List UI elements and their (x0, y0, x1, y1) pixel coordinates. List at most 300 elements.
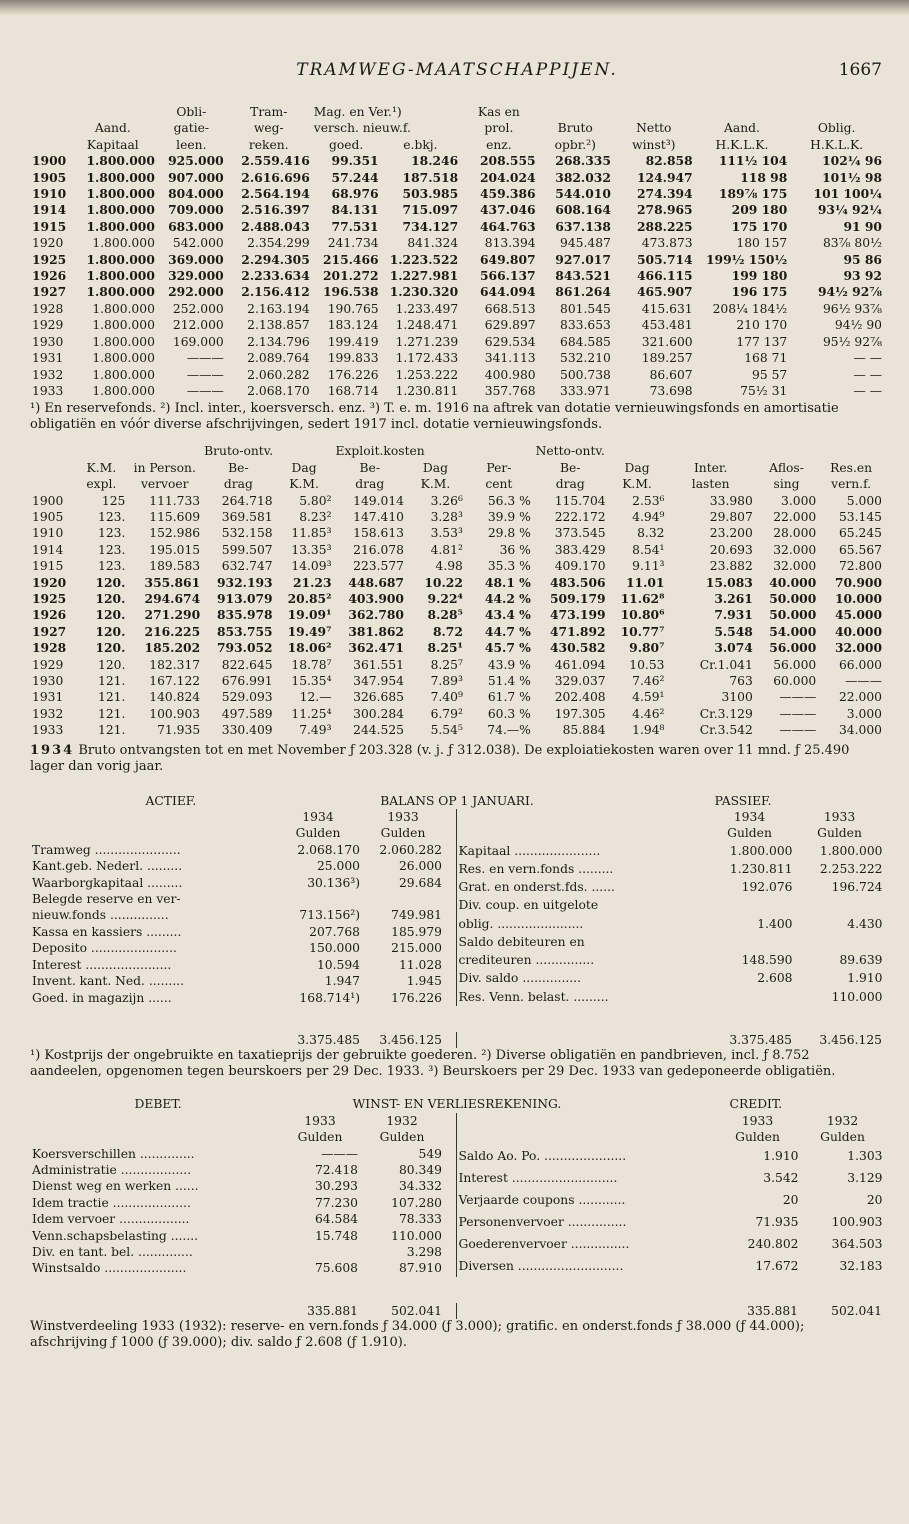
table-cell: 66.000 (838, 657, 882, 672)
table-cell: 1.800.000 (92, 367, 155, 382)
column-header (538, 104, 613, 120)
ledger-value: 110.000 (831, 989, 883, 1004)
ledger-value: 713.156²) (299, 908, 360, 923)
table-cell: 861.264 (555, 284, 611, 300)
ledger-row (457, 878, 885, 896)
table-cell: 199.419 (327, 334, 379, 349)
row-year: 1900 (32, 493, 64, 508)
column-header: Res.en (830, 460, 873, 475)
table-cell: 7.89³ (430, 674, 463, 688)
column-divider (444, 1211, 456, 1227)
table-cell: 29.8 % (487, 526, 531, 541)
ledger-value: 32.183 (839, 1258, 883, 1273)
table-cell: 183.124 (327, 318, 379, 333)
table-cell: 3.261 (714, 590, 753, 606)
pl-footnote: Winstverdeeling 1933 (1932): reserve- en vern.fonds ƒ 34.000 (ƒ 3.000); gratific. en onderst.fonds ƒ 38.000 (ƒ 44.000); afschrijving ƒ 1000 (ƒ 39.000); div. saldo ƒ 2.608 (ƒ 1.910). (30, 1319, 805, 1351)
table-cell: 925.000 (168, 153, 224, 169)
ledger-value: 549 (418, 1146, 442, 1161)
table-cell: 644.094 (479, 284, 536, 300)
ledger-label: Interest ...................... (32, 957, 172, 972)
table-cell: 53.145 (838, 509, 882, 524)
table-cell: 373.545 (554, 526, 606, 541)
table-cell: 1.800.000 (86, 186, 155, 202)
ledger-label: Div. saldo ............... (458, 971, 581, 986)
column-header: vervoer (140, 477, 189, 492)
table-cell: 216.225 (144, 623, 201, 639)
table-row (30, 317, 884, 333)
table-cell: 120. (95, 574, 126, 590)
column-header: Aand. (723, 121, 760, 136)
ledger-label: Interest ........................... (458, 1171, 618, 1186)
ledger-value: 168.714¹) (299, 990, 360, 1005)
header-row (30, 443, 884, 459)
pl-total-1932-right: 502.041 (831, 1303, 882, 1318)
table-cell: 99.351 (331, 153, 379, 169)
table-cell: 180 157 (736, 236, 788, 251)
table-cell: 8.28⁵ (427, 607, 463, 623)
unit-col: Gulden (817, 826, 862, 841)
ledger-value: 77.230 (314, 1195, 358, 1210)
table-cell: 60.000 (773, 674, 817, 688)
column-divider (444, 1228, 456, 1244)
table-cell: 202.408 (554, 690, 606, 705)
table-cell: 793.052 (217, 640, 273, 656)
table-cell: 835.978 (217, 607, 273, 623)
ledger-row (30, 842, 456, 858)
column-divider (444, 842, 456, 858)
column-header: Aflos- (769, 460, 804, 475)
ledger-label: nieuw.fonds ............... (32, 908, 169, 923)
table-cell: 22.000 (773, 509, 817, 524)
pl-debit-title: DEBET. (134, 1097, 182, 1112)
table-cell: 2.134.796 (247, 334, 310, 349)
column-header: Mag. en Ver.¹) (313, 105, 402, 119)
table-cell: 123. (98, 542, 126, 557)
table-cell: 369.000 (168, 251, 224, 267)
table-cell: 503.985 (402, 186, 459, 202)
table-cell: 2.564.194 (241, 186, 310, 202)
table-cell: 204.024 (479, 169, 536, 185)
column-header: Obli- (176, 105, 207, 119)
year-col: 1933 (823, 810, 856, 825)
table-cell: 383.429 (554, 542, 606, 557)
table-cell: 1.223.522 (389, 251, 459, 267)
column-header (755, 443, 818, 459)
table-cell: 197.305 (554, 706, 606, 721)
table-row (30, 268, 884, 284)
table-cell: 18.78⁷ (291, 657, 332, 672)
column-header (695, 104, 790, 120)
table-cell: 7.931 (714, 607, 753, 623)
table-row (30, 607, 884, 623)
table-cell: — — (853, 383, 882, 398)
ledger-value (280, 1244, 360, 1260)
balance-title: BALANS OP 1 JANUARI. (380, 793, 534, 808)
balance-total-1934: 3.375.485 (297, 1032, 360, 1047)
table-cell: 45.7 % (484, 640, 531, 656)
column-header: gatie- (173, 121, 210, 136)
table-cell: 111.733 (149, 493, 201, 508)
column-header (789, 104, 884, 120)
ledger-value: 34.332 (398, 1179, 442, 1194)
table-cell: 453.481 (641, 318, 693, 333)
column-divider (444, 1178, 456, 1194)
table-row (30, 301, 884, 317)
column-header: prol. (484, 121, 514, 136)
table-cell: 95½ 92⅞ (822, 334, 882, 349)
header-row (30, 104, 884, 120)
table-cell: 483.506 (549, 574, 606, 590)
table-cell: 9.80⁷ (629, 640, 665, 656)
table-cell: 86.607 (649, 367, 693, 382)
table-cell: 532.210 (560, 351, 611, 366)
ledger-value: 107.280 (391, 1195, 442, 1210)
column-header: drag (555, 477, 585, 492)
table-cell: 43.9 % (487, 657, 531, 672)
table-cell: 415.631 (641, 301, 693, 316)
column-header: cent (485, 477, 513, 492)
ledger-row (457, 897, 885, 915)
table-cell: 3.000 (781, 493, 817, 508)
table-cell: 278.965 (637, 202, 693, 218)
table-cell: 23.200 (709, 526, 753, 541)
ledger-row (30, 891, 456, 907)
table-cell: 73.698 (649, 383, 693, 398)
ledger-value (705, 988, 795, 1006)
ledger-value: 87.910 (398, 1261, 442, 1276)
row-year: 1910 (32, 526, 64, 541)
table-cell: 2.559.416 (241, 153, 310, 169)
ledger-row (457, 1189, 885, 1211)
table-row (30, 575, 884, 591)
column-header (30, 104, 69, 120)
table-cell: 1.800.000 (92, 383, 155, 398)
ledger-label: Kassa en kassiers ......... (32, 924, 182, 939)
ledger-value: 78.333 (398, 1212, 442, 1227)
ledger-value (705, 897, 795, 915)
column-header: e.bkj. (403, 137, 438, 152)
row-year: 1930 (32, 334, 64, 349)
ledger-value: 1.945 (406, 974, 442, 989)
ledger-value: 64.584 (314, 1212, 358, 1227)
ledger-row (457, 842, 885, 860)
ledger-row (457, 860, 885, 878)
scan-top-edge (0, 0, 909, 16)
table-cell: 9.11³ (632, 559, 665, 574)
table-row (30, 689, 884, 705)
table-cell: 288.225 (637, 218, 693, 234)
table-cell: 2.060.282 (247, 367, 310, 382)
ledger-value: 80.349 (398, 1162, 442, 1177)
ledger-label: Saldo Ao. Po. ..................... (458, 1149, 627, 1164)
row-year: 1931 (32, 351, 64, 366)
table-cell: 361.551 (353, 657, 404, 672)
column-header: Exploit.kosten (335, 444, 425, 459)
pl-debit (30, 1113, 457, 1277)
ledger-row (30, 940, 456, 956)
column-header: Be- (359, 460, 380, 475)
column-header (127, 443, 202, 459)
table-cell: 264.718 (221, 493, 273, 508)
column-header: H.K.L.K. (715, 137, 769, 152)
table-cell: 11.62⁸ (620, 590, 665, 606)
ledger-label: Kapitaal ...................... (458, 843, 601, 858)
ledger-label: Belegde reserve en ver- (32, 892, 181, 907)
table-cell: 813.394 (484, 236, 536, 251)
table-cell: 85.884 (562, 723, 606, 738)
ledger-value: 1.910 (763, 1149, 799, 1164)
table-cell: 44.2 % (484, 590, 531, 606)
table-cell: 294.674 (144, 590, 201, 606)
table-cell: 190.765 (327, 301, 379, 316)
table-cell: 1.800.000 (92, 318, 155, 333)
table-cell: ——— (779, 723, 817, 738)
column-header (75, 443, 127, 459)
table-cell: Cr.3.542 (699, 723, 753, 738)
ledger-value: 192.076 (741, 880, 793, 895)
year-col: 1934 (733, 810, 766, 825)
table-cell: 5.80² (299, 493, 332, 508)
table-row (30, 334, 884, 350)
table-cell: 841.324 (407, 236, 459, 251)
row-year: 1905 (32, 509, 64, 524)
ledger-value: 207.768 (309, 924, 360, 939)
ledger-row (30, 924, 456, 940)
column-header: Oblig. (817, 121, 856, 136)
year-col: 1934 (302, 810, 334, 825)
table-cell: 274.394 (637, 186, 693, 202)
note-1934 (30, 743, 884, 775)
table-cell: 56.3 % (487, 493, 531, 508)
table-cell: Cr.3.129 (699, 706, 753, 721)
table-cell: 1.172.433 (395, 351, 459, 366)
unit-col: Gulden (297, 1130, 343, 1145)
table-cell: 4.98 (435, 559, 463, 574)
row-year: 1925 (32, 251, 67, 267)
table-cell: 1.233.497 (395, 301, 459, 316)
table-row (30, 186, 884, 202)
row-year: 1928 (32, 301, 64, 316)
column-header: Dag (422, 460, 448, 475)
table-cell: 10.77⁷ (620, 623, 665, 639)
table-cell: 300.284 (353, 706, 404, 721)
table-cell: 355.861 (144, 574, 201, 590)
table-cell: 509.179 (549, 590, 606, 606)
column-header: Bruto (557, 121, 593, 136)
ledger-value: 2.608 (757, 971, 793, 986)
column-divider (444, 973, 456, 989)
table-cell: 95 86 (843, 251, 882, 267)
table-cell: 629.534 (484, 334, 536, 349)
balance-footnote: ¹) Kostprijs der ongebruikte en taxatieprijs der gebruikte goederen. ²) Diverse obligatiën en pandbrieven, incl. ƒ 8.752 aandeelen, opgenomen tegen beurskoers per 29 Dec. 1933. ³) Beurskoers per 29 Dec. 1933 van gedeponeerde obligatiën. (30, 1048, 836, 1080)
table-cell: 199 180 (731, 268, 788, 284)
column-header (613, 104, 695, 120)
table-cell: 101 100¼ (813, 186, 882, 202)
header-row (30, 460, 884, 476)
column-header: Netto-ontv. (535, 444, 605, 459)
table-cell: 2.294.305 (241, 251, 310, 267)
table-cell: 212.000 (172, 318, 224, 333)
table-cell: 177 137 (736, 334, 788, 349)
ledger-label: Idem vervoer .................. (32, 1212, 190, 1227)
table-cell: 18.246 (411, 153, 459, 169)
table-cell: 7.46² (632, 674, 665, 688)
table-cell: 2.354.299 (247, 236, 310, 251)
page-header (30, 56, 884, 90)
column-header: lasten (691, 477, 730, 492)
table-cell: 10.80⁶ (620, 607, 665, 623)
table-cell: 1.800.000 (86, 218, 155, 234)
column-header: Inter. (693, 460, 728, 475)
table-cell: 65.245 (838, 526, 882, 541)
ledger-label: Div. en tant. bel. .............. (32, 1244, 193, 1259)
table-row (30, 367, 884, 383)
row-year: 1905 (32, 169, 67, 185)
ledger-label: Idem tractie .................... (32, 1195, 191, 1210)
ledger-value: 1.947 (324, 974, 360, 989)
ledger-label: Deposito ...................... (32, 941, 177, 956)
table-cell: 196 175 (731, 284, 788, 300)
ledger-label: Res. Venn. belast. ......... (458, 989, 609, 1004)
table-row (30, 673, 884, 689)
ledger-row (30, 1178, 456, 1194)
capital-results-table (30, 104, 884, 399)
ledger-value: 71.935 (755, 1214, 799, 1229)
table-cell: 6.79² (430, 706, 463, 721)
table-cell: — — (853, 351, 882, 366)
table-cell: 74.—% (487, 723, 531, 738)
unit-col: Gulden (735, 1130, 780, 1145)
table-cell: 362.471 (348, 640, 404, 656)
ledger-value: 185.979 (391, 924, 442, 939)
table-cell: 461.094 (554, 657, 606, 672)
ledger-row (457, 1167, 885, 1189)
table-cell: 140.824 (149, 690, 201, 705)
column-header: Kapitaal (86, 137, 139, 152)
table-cell: 382.032 (555, 169, 611, 185)
ledger-row (30, 1146, 456, 1162)
table-row (30, 219, 884, 235)
table-cell: 1.800.000 (92, 351, 155, 366)
table-cell: 684.585 (560, 334, 611, 349)
table-cell: 94½ 90 (834, 318, 882, 333)
table-cell: 120. (95, 623, 126, 639)
ledger-row (30, 858, 456, 874)
column-divider (444, 940, 456, 956)
table-cell: 101½ 98 (822, 169, 882, 185)
table-cell: 437.046 (479, 202, 536, 218)
table-row (30, 558, 884, 574)
table-cell: 1.94⁸ (632, 723, 665, 738)
table-cell: 637.138 (555, 218, 611, 234)
table-cell: 123. (98, 509, 126, 524)
table-cell: 48.1 % (484, 574, 531, 590)
table-cell: 32.000 (773, 559, 817, 574)
pl-credit-title: CREDIT. (729, 1097, 783, 1112)
table-cell: 430.582 (549, 640, 606, 656)
column-header: Dag (624, 460, 650, 475)
table-cell: 1.800.000 (86, 169, 155, 185)
ledger-label: Saldo debiteuren en (458, 934, 585, 949)
table-cell: 321.600 (641, 334, 693, 349)
table-cell: 466.115 (637, 268, 693, 284)
column-header: drag (355, 477, 385, 492)
row-year: 1914 (32, 542, 64, 557)
column-header: Dag (291, 460, 317, 475)
table-cell: 120. (95, 607, 126, 623)
ledger-row (457, 915, 885, 933)
table-cell: 566.137 (479, 268, 536, 284)
unit-col: Gulden (380, 826, 426, 841)
table-cell: 2.488.043 (241, 218, 310, 234)
pl-total-1932: 502.041 (391, 1303, 442, 1318)
table-cell: 50.000 (769, 590, 817, 606)
table-cell: 801.545 (560, 301, 611, 316)
table-cell: 13.35³ (291, 542, 332, 557)
row-year: 1933 (32, 383, 64, 398)
column-divider (444, 907, 456, 923)
row-year: 1920 (32, 236, 64, 251)
unit-col: Gulden (295, 826, 341, 841)
table-cell: 10.22 (424, 574, 463, 590)
ledger-label: Venn.schapsbelasting ....... (32, 1228, 199, 1243)
table-cell: 19.49⁷ (287, 623, 332, 639)
table-cell: 94½ 92⅞ (817, 284, 882, 300)
table-cell: ——— (186, 383, 224, 398)
column-header (69, 104, 157, 120)
table-cell: 1.253.222 (395, 367, 459, 382)
table-cell: 56.000 (773, 657, 817, 672)
ledger-value: 17.672 (755, 1258, 799, 1273)
ledger-row (457, 1255, 885, 1277)
column-header (818, 443, 884, 459)
table-cell: 216.078 (353, 542, 404, 557)
ledger-label: Administratie .................. (32, 1162, 192, 1177)
table-cell: 147.410 (353, 509, 404, 524)
unit-col: Gulden (379, 1130, 425, 1145)
ledger-label: oblig. ...................... (458, 916, 584, 931)
table-cell: 544.010 (555, 186, 611, 202)
column-header: K.M. (86, 460, 117, 475)
ledger-row (30, 1195, 456, 1211)
column-header: H.K.L.K. (810, 137, 864, 152)
ledger-value: 2.060.282 (379, 842, 442, 857)
table-cell: 118 98 (740, 169, 788, 185)
table-cell: 833.653 (560, 318, 611, 333)
column-header (465, 443, 533, 459)
ledger-value: 20 (866, 1193, 883, 1208)
table-cell: 843.521 (555, 268, 611, 284)
ledger-value: 26.000 (398, 859, 442, 874)
table-cell: 32.000 (834, 640, 882, 656)
ledger-value: 30.136³) (307, 875, 360, 890)
ledger-row (457, 951, 885, 969)
table-cell: 189.583 (149, 559, 201, 574)
ledger-label: Personenvervoer ............... (458, 1214, 627, 1229)
column-header: Aand. (94, 121, 131, 136)
table-cell: 464.763 (479, 218, 536, 234)
row-year: 1915 (32, 218, 67, 234)
table-cell: 21.23 (293, 574, 332, 590)
table-cell: 168 71 (744, 351, 788, 366)
column-header: Per- (486, 460, 512, 475)
table-cell: 2.068.170 (247, 383, 310, 398)
table-cell: 381.862 (348, 623, 404, 639)
table-cell: 4.94⁹ (632, 509, 665, 524)
table-cell: 8.72 (432, 623, 463, 639)
document-page (30, 56, 884, 1351)
row-year: 1932 (32, 706, 64, 721)
